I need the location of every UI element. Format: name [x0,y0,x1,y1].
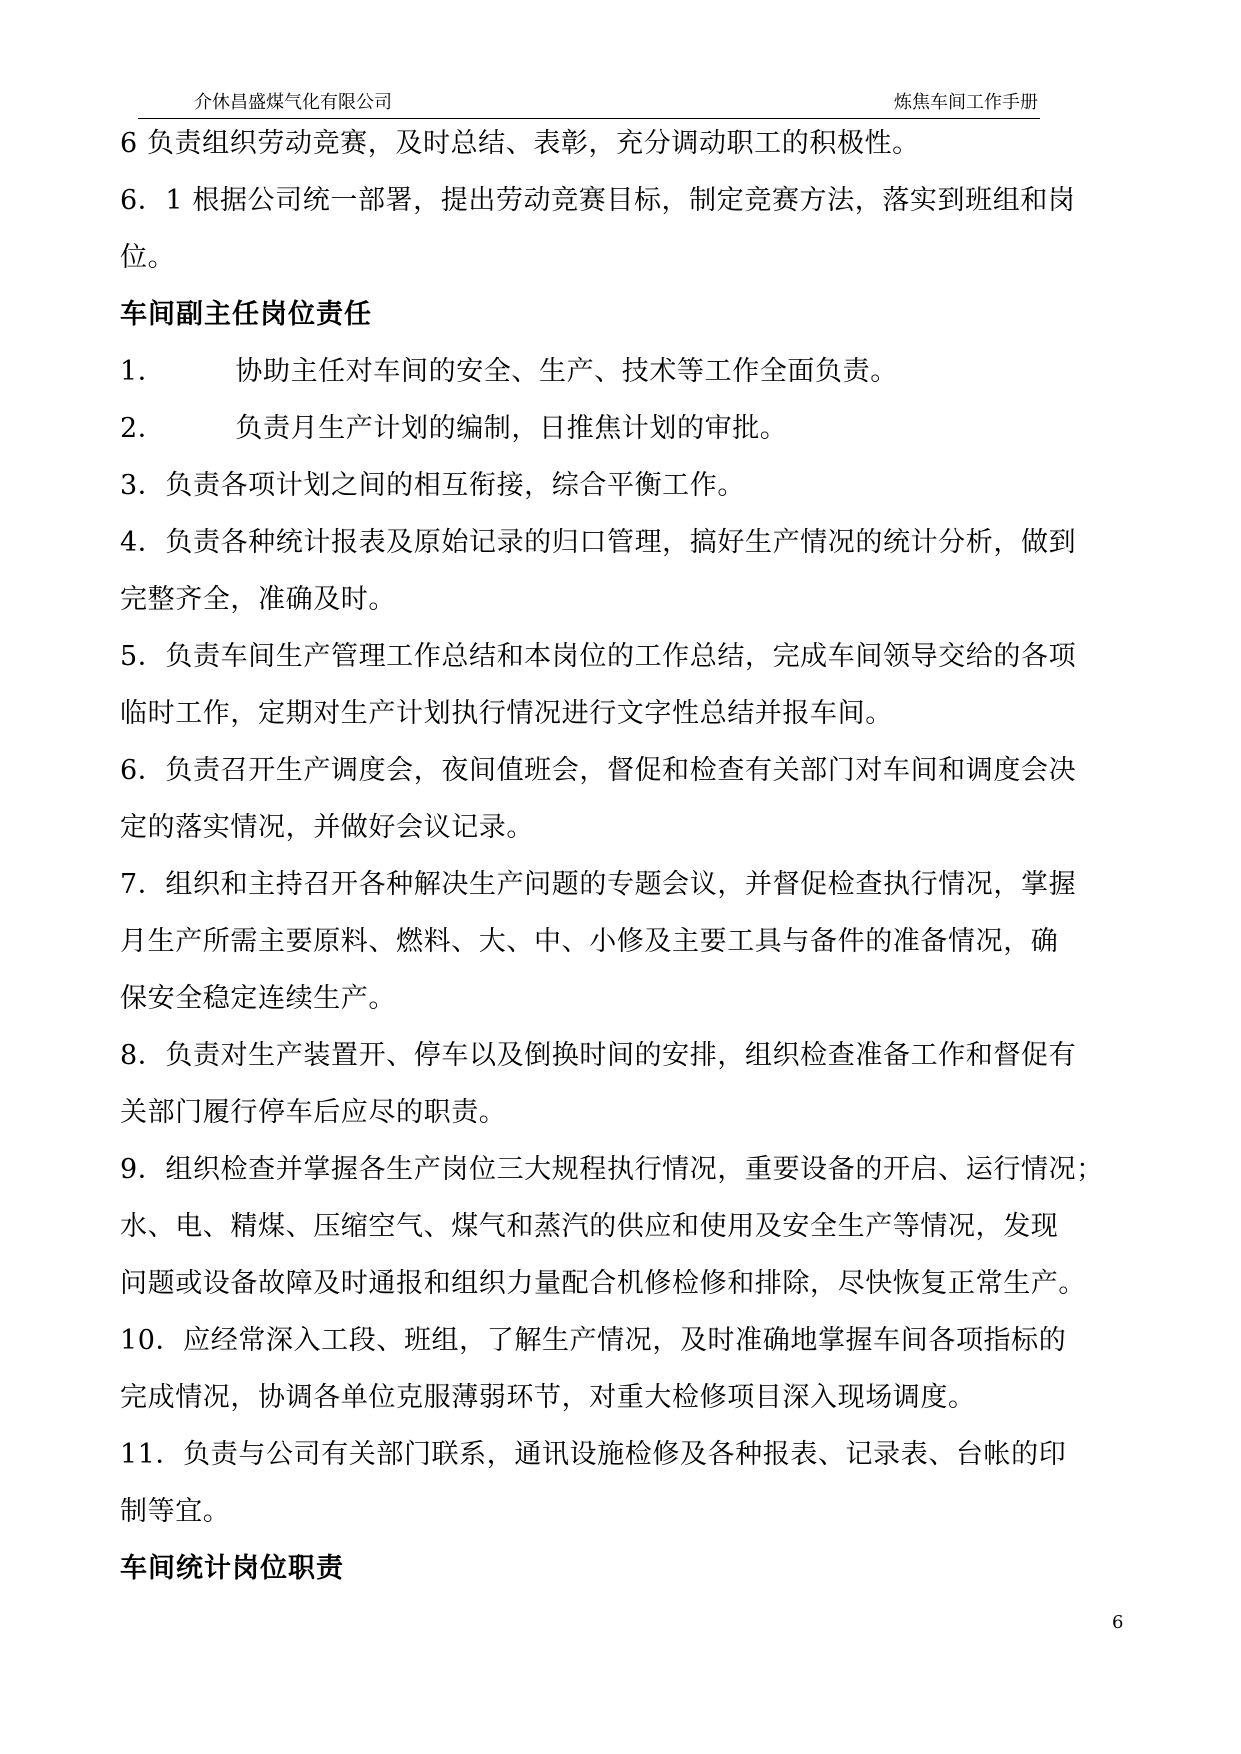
section-heading: 车间副主任岗位责任 [120,299,372,330]
body-line: 月生产所需主要原料、燃料、大、中、小修及主要工具与备件的准备情况，确 [120,926,1059,957]
body-line: 3．负责各项计划之间的相互衔接，综合平衡工作。 [120,470,745,501]
body-line: 6 负责组织劳动竞赛，及时总结、表彰，充分调动职工的积极性。 [120,128,920,159]
body-line: 完成情况，协调各单位克服薄弱环节，对重大检修项目深入现场调度。 [120,1382,976,1413]
list-number: 2． [120,413,166,444]
body-line: 11．负责与公司有关部门联系，通讯设施检修及各种报表、记录表、台帐的印 [120,1439,1067,1470]
header-company: 介休昌盛煤气化有限公司 [194,92,392,113]
body-line: 6．1 根据公司统一部署，提出劳动竞赛目标，制定竞赛方法，落实到班组和岗 [120,185,1076,216]
body-line: 10．应经常深入工段、班组，了解生产情况，及时准确地掌握车间各项指标的 [120,1325,1067,1356]
body-line: 水、电、精煤、压缩空气、煤气和蒸汽的供应和使用及安全生产等情况，发现 [120,1211,1059,1242]
body-line: 关部门履行停车后应尽的职责。 [120,1097,507,1128]
page-number: 6 [1112,1612,1124,1633]
document-body [120,115,1125,1597]
list-number: 1． [120,356,166,387]
body-line: 位。 [120,242,176,273]
body-line: 定的落实情况，并做好会议记录。 [120,812,534,843]
header-manual-title: 炼焦车间工作手册 [894,92,1038,113]
body-line: 5．负责车间生产管理工作总结和本岗位的工作总结，完成车间领导交给的各项 [120,641,1077,672]
list-text: 协助主任对车间的安全、生产、技术等工作全面负责。 [235,356,898,387]
body-line: 临时工作，定期对生产计划执行情况进行文字性总结并报车间。 [120,698,893,729]
body-line: 7．组织和主持召开各种解决生产问题的专题会议，并督促检查执行情况，掌握 [120,869,1077,900]
body-line: 完整齐全，准确及时。 [120,584,396,615]
body-line: 问题或设备故障及时通报和组织力量配合机修检修和排除，尽快恢复正常生产。 [120,1268,1086,1299]
body-line: 9．组织检查并掌握各生产岗位三大规程执行情况，重要设备的开启、运行情况； [120,1154,1104,1185]
body-line: 8．负责对生产装置开、停车以及倒换时间的安排，组织检查准备工作和督促有 [120,1040,1077,1071]
body-line: 4．负责各种统计报表及原始记录的归口管理，搞好生产情况的统计分析，做到 [120,527,1077,558]
body-line: 保安全稳定连续生产。 [120,983,396,1014]
list-text: 负责月生产计划的编制，日推焦计划的审批。 [235,413,788,444]
list-item [120,343,1125,400]
list-item [120,400,1125,457]
body-line: 6．负责召开生产调度会，夜间值班会，督促和检查有关部门对车间和调度会决 [120,755,1077,786]
section-heading: 车间统计岗位职责 [120,1553,344,1584]
body-line: 制等宜。 [120,1496,231,1527]
